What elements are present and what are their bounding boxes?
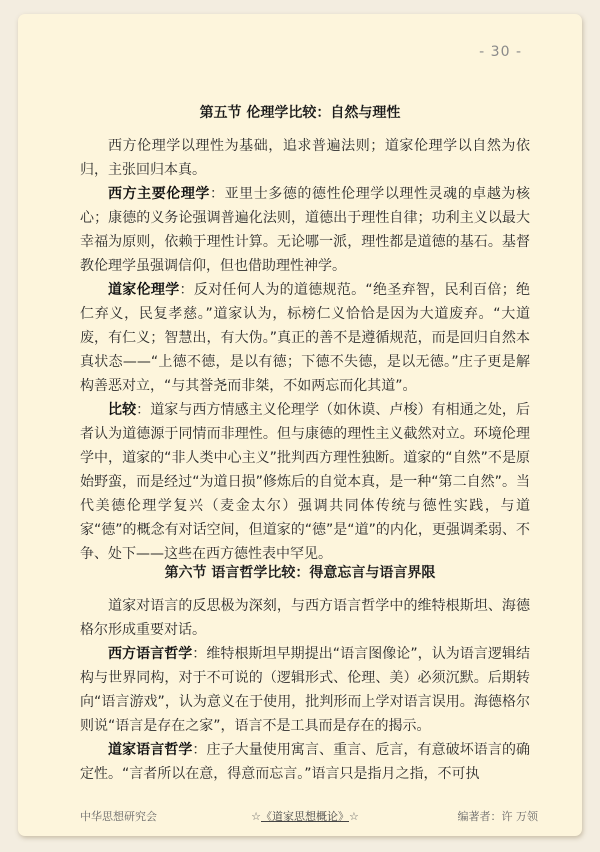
section-5-title: 第五节 伦理学比较：自然与理性 (199, 105, 401, 121)
page-number: - 30 - (479, 44, 522, 60)
paragraph-lead: 比较 (108, 402, 137, 418)
star-icon: ☆ (349, 810, 359, 823)
paragraph (80, 134, 530, 182)
page-footer (68, 808, 542, 826)
document-page (18, 14, 582, 836)
footer-author: 编著者：许 万领 (457, 810, 538, 823)
paragraph (80, 642, 530, 738)
paragraph-lead: 道家语言哲学 (108, 742, 193, 758)
section-6-body (80, 594, 530, 786)
book-title-link[interactable]: 《道家思想概论》 (261, 810, 349, 823)
paragraph-text: 西方伦理学以理性为基础，追求普遍法则；道家伦理学以自然为依归，主张回归本真。 (80, 138, 530, 178)
paragraph-lead: 西方语言哲学 (108, 646, 193, 662)
paragraph (80, 594, 530, 642)
paragraph (80, 278, 530, 398)
footer-organization: 中华思想研究会 (80, 810, 157, 823)
paragraph (80, 398, 530, 566)
paragraph-text: ：道家与西方情感主义伦理学（如休谟、卢梭）有相通之处，后者认为道德源于同情而非理性。但与康德的理性主义截然对立。环境伦理学中，道家的“非人类中心主义”批判西方理性独断。道家的“自然”不是原始野蛮，而是经过“为道日损”修炼后的自觉本真，是一种“第二自然”。当代美德伦理学复兴（麦金太尔）强调共同体传统与德性实践，与道家“德”的概念有对话空间，但道家的“德”是“道”的内化，更强调柔弱、不争、处下——这些在西方德性表中罕见。 (80, 402, 531, 562)
paragraph-text: ：庄子大量使用寓言、重言、卮言，有意破坏语言的确定性。“言者所以在意，得意而忘言。”语言只是指月之指，不可执 (80, 742, 531, 782)
paragraph-text: ：亚里士多德的德性伦理学以理性灵魂的卓越为核心；康德的义务论强调普遍化法则，道德出于理性自律；功利主义以最大幸福为原则，依赖于理性计算。无论哪一派，理性都是道德的基石。基督教伦理学虽强调信仰，但也借助理性神学。 (80, 186, 530, 274)
star-icon: ☆ (251, 810, 261, 823)
paragraph-text: 道家对语言的反思极为深刻，与西方语言哲学中的维特根斯坦、海德格尔形成重要对话。 (80, 598, 530, 638)
paragraph (80, 738, 530, 786)
section-5-body (80, 134, 530, 566)
paragraph-text: ：维特根斯坦早期提出“语言图像论”，认为语言逻辑结构与世界同构，对于不可说的（逻辑形式、伦理、美）必须沉默。后期转向“语言游戏”，认为意义在于使用，批判形而上学对语言误用。海德格尔则说“语言是存在之家”，语言不是工具而是存在的揭示。 (80, 646, 530, 734)
paragraph-lead: 道家伦理学 (108, 282, 180, 298)
paragraph-text: ：反对任何人为的道德规范。“绝圣弃智，民利百倍；绝仁弃义，民复孝慈。”道家认为，标榜仁义恰恰是因为大道废弃。“大道废，有仁义；智慧出，有大伪。”真正的善不是遵循规范，而是回归自然本真状态——“上德不德，是以有德；下德不失德，是以无德。”庄子更是解构善恶对立，“与其誉尧而非桀，不如两忘而化其道”。 (80, 282, 530, 394)
section-6-title: 第六节 语言哲学比较：得意忘言与语言界限 (164, 565, 436, 581)
paragraph (80, 182, 530, 278)
paragraph-lead: 西方主要伦理学 (108, 186, 210, 202)
